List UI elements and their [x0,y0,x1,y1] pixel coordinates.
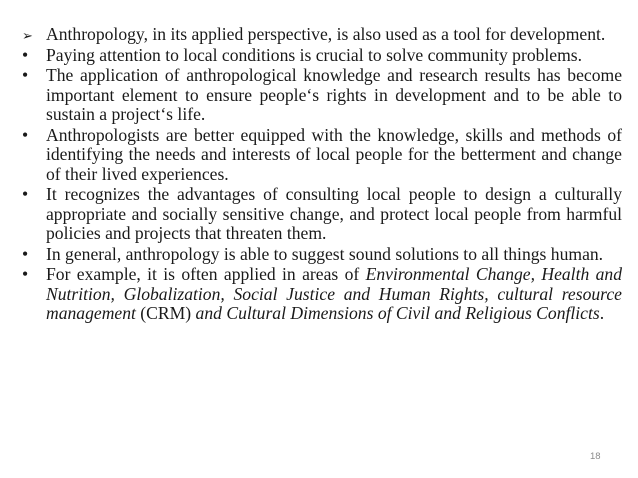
arrow-bullet-icon: ➢ [22,28,33,43]
bullet-item-sound-solutions [22,245,622,265]
bullet-item-local-conditions [22,46,622,66]
bullet-dot-icon: • [22,243,29,264]
bullet-text: It recognizes the advantages of consulting local people to design a culturally appropriate and socially sensitive change, and protect local people from harmful policies and projects that threaten them. [46,184,622,243]
bullet-item-peoples-rights [22,66,622,125]
bullet-text: Anthropologists are better equipped with the knowledge, skills and methods of identifying the needs and interests of local people for the betterment and change of their lived experiences. [46,124,622,184]
bullet-text-italic: and Cultural Dimensions of Civil and Religious Conflicts [195,303,600,323]
bullet-dot-icon: • [22,124,29,145]
bullet-dot-icon: • [22,44,29,65]
bullet-text: The application of anthropological knowledge and research results has become important element to ensure people‘s rights in development and to be able to sustain a project‘s life. [46,65,622,124]
bullet-text: . [599,303,605,323]
bullet-list [22,25,622,324]
bullet-dot-icon: • [22,65,29,85]
bullet-item-applied-areas [22,265,622,324]
bullet-text: In general, anthropology is able to suggest sound solutions to all things human. [46,243,604,264]
bullet-item-consulting-local-people [22,185,622,244]
bullet-text: For example, it is often applied in areas of [46,264,366,284]
page-number: 18 [590,451,601,462]
bullet-text: (CRM) [135,303,196,323]
bullet-dot-icon: • [22,184,29,204]
bullet-text: Paying attention to local conditions is crucial to solve community problems. [46,44,583,65]
bullet-item-better-equipped [22,126,622,185]
bullet-item-development-tool [22,25,622,45]
bullet-text: Anthropology, in its applied perspective, is also used as a tool for development. [46,24,606,44]
bullet-text-italic: Environmental Change, Health and Nutrition, Globalization, Social Justice and Human Rights, cultural resource management [46,264,623,323]
bullet-dot-icon: • [22,264,29,284]
